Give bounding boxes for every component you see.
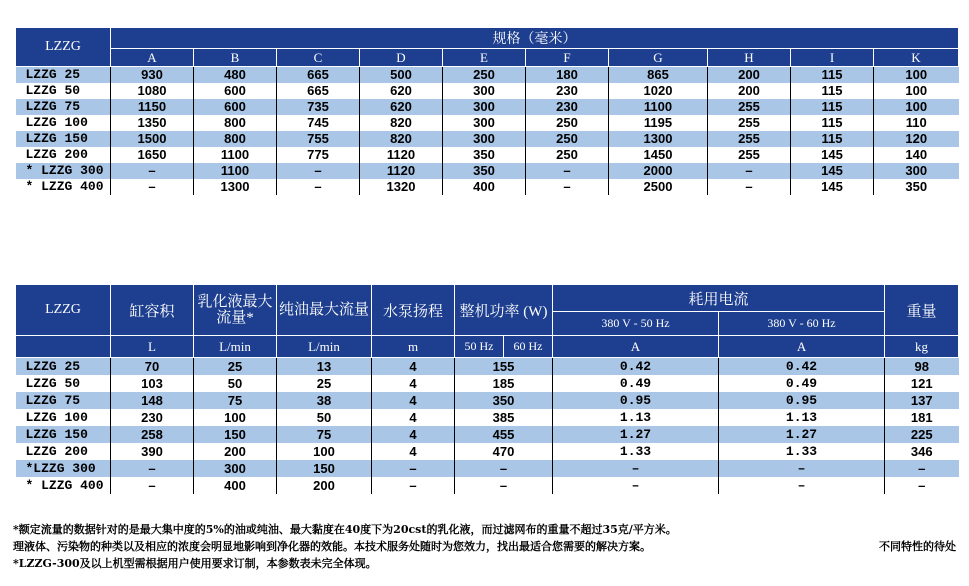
spec-cell: – xyxy=(277,179,360,195)
spec-cell: 1120 xyxy=(360,163,443,179)
spec-cell: 865 xyxy=(609,67,708,83)
spec-row xyxy=(16,131,959,147)
footnote-2-wrap xyxy=(13,538,956,555)
current-50hz-cell: 0.95 xyxy=(553,392,719,409)
current-50hz-cell: – xyxy=(553,460,719,477)
spec-col-header: G xyxy=(609,49,708,67)
spec-cell: 800 xyxy=(194,131,277,147)
spec-cell: 600 xyxy=(194,99,277,115)
pump-unit: m xyxy=(372,336,455,358)
power-cell: 470 xyxy=(455,443,553,460)
spec-cell: 145 xyxy=(791,179,874,195)
spec-row xyxy=(16,163,959,179)
weight-cell: – xyxy=(885,460,959,477)
perf-row-model: LZZG 200 xyxy=(16,443,111,460)
spec-cell: 2500 xyxy=(609,179,708,195)
spec-cell: 110 xyxy=(874,115,959,131)
spec-cell: 350 xyxy=(874,179,959,195)
spec-cell: – xyxy=(526,179,609,195)
spec-cell: 1100 xyxy=(194,163,277,179)
current-60hz-cell: 1.13 xyxy=(719,409,885,426)
pump-head-cell: – xyxy=(372,460,455,477)
tank-volume-cell: 148 xyxy=(111,392,194,409)
spec-col-header: F xyxy=(526,49,609,67)
performance-table xyxy=(15,284,959,494)
weight-cell: 121 xyxy=(885,375,959,392)
spec-cell: 755 xyxy=(277,131,360,147)
perf-row-model: LZZG 50 xyxy=(16,375,111,392)
spec-row-model: LZZG 150 xyxy=(16,131,111,147)
tank-volume-cell: 258 xyxy=(111,426,194,443)
spec-group-label: 规格（毫米） xyxy=(111,28,959,49)
spec-table-body xyxy=(16,67,959,195)
power-50hz-unit: 50 Hz xyxy=(455,336,504,358)
spec-cell: 500 xyxy=(360,67,443,83)
spec-col-header: A xyxy=(111,49,194,67)
tank-volume-cell: 230 xyxy=(111,409,194,426)
current-50hz-cell: 1.27 xyxy=(553,426,719,443)
pump-head-cell: 4 xyxy=(372,392,455,409)
current-50hz-cell: 0.42 xyxy=(553,358,719,375)
spec-col-header: K xyxy=(874,49,959,67)
perf-row-model: LZZG 100 xyxy=(16,409,111,426)
current-60hz-unit: A xyxy=(719,336,885,358)
spec-cell: 1120 xyxy=(360,147,443,163)
spec-row xyxy=(16,147,959,163)
oil-flow-header: 纯油最大流量 xyxy=(277,285,372,336)
perf-row-model: * LZZG 400 xyxy=(16,477,111,494)
spec-cell: 400 xyxy=(443,179,526,195)
spec-cell: 735 xyxy=(277,99,360,115)
current-60hz-cell: 0.95 xyxy=(719,392,885,409)
spec-col-header: E xyxy=(443,49,526,67)
weight-cell: 181 xyxy=(885,409,959,426)
spec-row xyxy=(16,179,959,195)
pump-head-cell: – xyxy=(372,477,455,494)
spec-row-model: * LZZG 300 xyxy=(16,163,111,179)
perf-row xyxy=(16,358,959,375)
current-60hz-cell: 1.33 xyxy=(719,443,885,460)
spec-cell: 2000 xyxy=(609,163,708,179)
spec-cell: 250 xyxy=(443,67,526,83)
power-cell: 385 xyxy=(455,409,553,426)
weight-cell: 98 xyxy=(885,358,959,375)
spec-cell: 255 xyxy=(708,131,791,147)
spec-cell: 255 xyxy=(708,115,791,131)
power-cell: 455 xyxy=(455,426,553,443)
emulsion-flow-cell: 400 xyxy=(194,477,277,494)
spec-cell: 775 xyxy=(277,147,360,163)
spec-row-model: LZZG 75 xyxy=(16,99,111,115)
spec-cell: 255 xyxy=(708,99,791,115)
spec-col-header: H xyxy=(708,49,791,67)
perf-row xyxy=(16,409,959,426)
oil-flow-cell: 38 xyxy=(277,392,372,409)
emulsion-flow-cell: 50 xyxy=(194,375,277,392)
perf-row-model: *LZZG 300 xyxy=(16,460,111,477)
weight-cell: 346 xyxy=(885,443,959,460)
pump-head-cell: 4 xyxy=(372,426,455,443)
units-empty-cell xyxy=(16,336,111,358)
spec-cell: 250 xyxy=(526,131,609,147)
spec-row-model: LZZG 50 xyxy=(16,83,111,99)
spec-row-model: LZZG 25 xyxy=(16,67,111,83)
perf-row xyxy=(16,426,959,443)
perf-row xyxy=(16,460,959,477)
perf-corner-label: LZZG xyxy=(16,285,111,336)
spec-cell: 1500 xyxy=(111,131,194,147)
pump-head-cell: 4 xyxy=(372,409,455,426)
tank-volume-cell: 70 xyxy=(111,358,194,375)
footnote-3: *LZZG-300及以上机型需根据用户使用要求订制，本参数表未完全体现。 xyxy=(13,557,377,570)
spec-cell: – xyxy=(708,163,791,179)
spec-cell: 100 xyxy=(874,83,959,99)
spec-cell: 115 xyxy=(791,99,874,115)
tank-volume-cell: – xyxy=(111,477,194,494)
spec-cell: 1100 xyxy=(194,147,277,163)
spec-cell: 300 xyxy=(443,83,526,99)
oil-flow-cell: 25 xyxy=(277,375,372,392)
spec-column-headers xyxy=(16,49,959,67)
footnotes xyxy=(13,521,956,572)
weight-cell: – xyxy=(885,477,959,494)
spec-row-model: LZZG 100 xyxy=(16,115,111,131)
footnote-1: *额定流量的数据针对的是最大集中度的5%的油或纯油、最大黏度在40度下为20cst的乳化液，而过滤网布的重量不超过35克/平方米。 xyxy=(13,523,677,536)
spec-cell: – xyxy=(277,163,360,179)
footnote-2: 理液体、污染物的种类以及相应的浓度会明显地影响到净化器的效能。本技术服务处随时为您效力，找出最适合您需要的解决方案。 xyxy=(13,540,651,553)
current-60hz-cell: 0.49 xyxy=(719,375,885,392)
power-60hz-unit: 60 Hz xyxy=(504,336,553,358)
power-cell: – xyxy=(455,460,553,477)
emulsion-unit: L/min xyxy=(194,336,277,358)
emulsion-flow-header: 乳化液最大流量* xyxy=(194,285,277,336)
spec-row xyxy=(16,83,959,99)
spec-cell: 480 xyxy=(194,67,277,83)
spec-col-header: D xyxy=(360,49,443,67)
tank-volume-header: 缸容积 xyxy=(111,285,194,336)
spec-row-model: LZZG 200 xyxy=(16,147,111,163)
footnote-2-right: 不同特性的待处 xyxy=(879,540,956,553)
spec-cell: 200 xyxy=(708,67,791,83)
emulsion-flow-cell: 300 xyxy=(194,460,277,477)
emulsion-flow-cell: 200 xyxy=(194,443,277,460)
perf-row xyxy=(16,392,959,409)
oil-unit: L/min xyxy=(277,336,372,358)
spec-cell: 620 xyxy=(360,83,443,99)
emulsion-flow-cell: 75 xyxy=(194,392,277,409)
spec-cell: 1300 xyxy=(194,179,277,195)
power-cell: – xyxy=(455,477,553,494)
spec-cell: 115 xyxy=(791,83,874,99)
pump-head-cell: 4 xyxy=(372,443,455,460)
spec-table xyxy=(15,27,959,195)
spec-cell: 115 xyxy=(791,115,874,131)
spec-cell: 230 xyxy=(526,99,609,115)
spec-cell: 250 xyxy=(526,147,609,163)
emulsion-flow-cell: 25 xyxy=(194,358,277,375)
spec-cell: 600 xyxy=(194,83,277,99)
spec-corner-label: LZZG xyxy=(16,28,111,67)
spec-cell: 1450 xyxy=(609,147,708,163)
spec-cell: 255 xyxy=(708,147,791,163)
spec-cell: 665 xyxy=(277,83,360,99)
spec-cell: 140 xyxy=(874,147,959,163)
spec-cell: 1080 xyxy=(111,83,194,99)
spec-cell: – xyxy=(111,163,194,179)
spec-cell: 200 xyxy=(708,83,791,99)
spec-cell: 230 xyxy=(526,83,609,99)
spec-cell: 300 xyxy=(874,163,959,179)
oil-flow-cell: 75 xyxy=(277,426,372,443)
spec-cell: 350 xyxy=(443,147,526,163)
tank-volume-cell: 390 xyxy=(111,443,194,460)
spec-col-header: C xyxy=(277,49,360,67)
spec-row xyxy=(16,99,959,115)
spec-cell: 1650 xyxy=(111,147,194,163)
spec-cell: 300 xyxy=(443,131,526,147)
oil-flow-cell: 50 xyxy=(277,409,372,426)
tank-volume-cell: – xyxy=(111,460,194,477)
current-50hz-cell: 0.49 xyxy=(553,375,719,392)
current-60hz-cell: – xyxy=(719,477,885,494)
spec-cell: 1320 xyxy=(360,179,443,195)
power-header: 整机功率 (W) xyxy=(455,285,553,336)
spec-cell: 115 xyxy=(791,131,874,147)
power-cell: 155 xyxy=(455,358,553,375)
spec-col-header: B xyxy=(194,49,277,67)
spec-cell: 350 xyxy=(443,163,526,179)
spec-row xyxy=(16,115,959,131)
current-60hz-cell: – xyxy=(719,460,885,477)
perf-row-model: LZZG 25 xyxy=(16,358,111,375)
spec-cell: 745 xyxy=(277,115,360,131)
spec-cell: 100 xyxy=(874,99,959,115)
spec-row xyxy=(16,67,959,83)
current-60hz-cell: 0.42 xyxy=(719,358,885,375)
perf-row-model: LZZG 150 xyxy=(16,426,111,443)
spec-cell: 115 xyxy=(791,67,874,83)
current-60hz-header: 380 V - 60 Hz xyxy=(719,312,885,336)
pump-head-cell: 4 xyxy=(372,358,455,375)
emulsion-flow-cell: 100 xyxy=(194,409,277,426)
tank-unit: L xyxy=(111,336,194,358)
spec-cell: 620 xyxy=(360,99,443,115)
spec-cell: 100 xyxy=(874,67,959,83)
oil-flow-cell: 150 xyxy=(277,460,372,477)
current-50hz-cell: 1.13 xyxy=(553,409,719,426)
spec-cell: – xyxy=(526,163,609,179)
spec-cell: 120 xyxy=(874,131,959,147)
oil-flow-cell: 13 xyxy=(277,358,372,375)
power-cell: 350 xyxy=(455,392,553,409)
weight-cell: 225 xyxy=(885,426,959,443)
current-50hz-cell: 1.33 xyxy=(553,443,719,460)
spec-cell: 300 xyxy=(443,115,526,131)
current-60hz-cell: 1.27 xyxy=(719,426,885,443)
spec-cell: 1100 xyxy=(609,99,708,115)
spec-cell: 180 xyxy=(526,67,609,83)
spec-cell: 930 xyxy=(111,67,194,83)
perf-units-row xyxy=(16,336,959,358)
spec-cell: 145 xyxy=(791,147,874,163)
perf-table-body xyxy=(16,358,959,494)
tank-volume-cell: 103 xyxy=(111,375,194,392)
pump-head-cell: 4 xyxy=(372,375,455,392)
spec-cell: 1020 xyxy=(609,83,708,99)
perf-row xyxy=(16,477,959,494)
spec-row-model: * LZZG 400 xyxy=(16,179,111,195)
perf-row xyxy=(16,375,959,392)
weight-unit: kg xyxy=(885,336,959,358)
spec-col-header: I xyxy=(791,49,874,67)
current-50hz-header: 380 V - 50 Hz xyxy=(553,312,719,336)
weight-cell: 137 xyxy=(885,392,959,409)
current-50hz-cell: – xyxy=(553,477,719,494)
perf-row-model: LZZG 75 xyxy=(16,392,111,409)
spec-cell: 1350 xyxy=(111,115,194,131)
spec-cell: 820 xyxy=(360,115,443,131)
spec-cell: 820 xyxy=(360,131,443,147)
spec-cell: 1150 xyxy=(111,99,194,115)
spec-cell: 250 xyxy=(526,115,609,131)
pump-head-header: 水泵扬程 xyxy=(372,285,455,336)
oil-flow-cell: 100 xyxy=(277,443,372,460)
spec-cell: – xyxy=(111,179,194,195)
spec-cell: 1195 xyxy=(609,115,708,131)
spec-cell: 665 xyxy=(277,67,360,83)
spec-cell: – xyxy=(708,179,791,195)
current-50hz-unit: A xyxy=(553,336,719,358)
oil-flow-cell: 200 xyxy=(277,477,372,494)
emulsion-flow-cell: 150 xyxy=(194,426,277,443)
weight-header: 重量 xyxy=(885,285,959,336)
perf-row xyxy=(16,443,959,460)
spec-cell: 300 xyxy=(443,99,526,115)
power-cell: 185 xyxy=(455,375,553,392)
spec-cell: 1300 xyxy=(609,131,708,147)
current-header: 耗用电流 xyxy=(553,285,885,312)
spec-cell: 800 xyxy=(194,115,277,131)
spec-cell: 145 xyxy=(791,163,874,179)
